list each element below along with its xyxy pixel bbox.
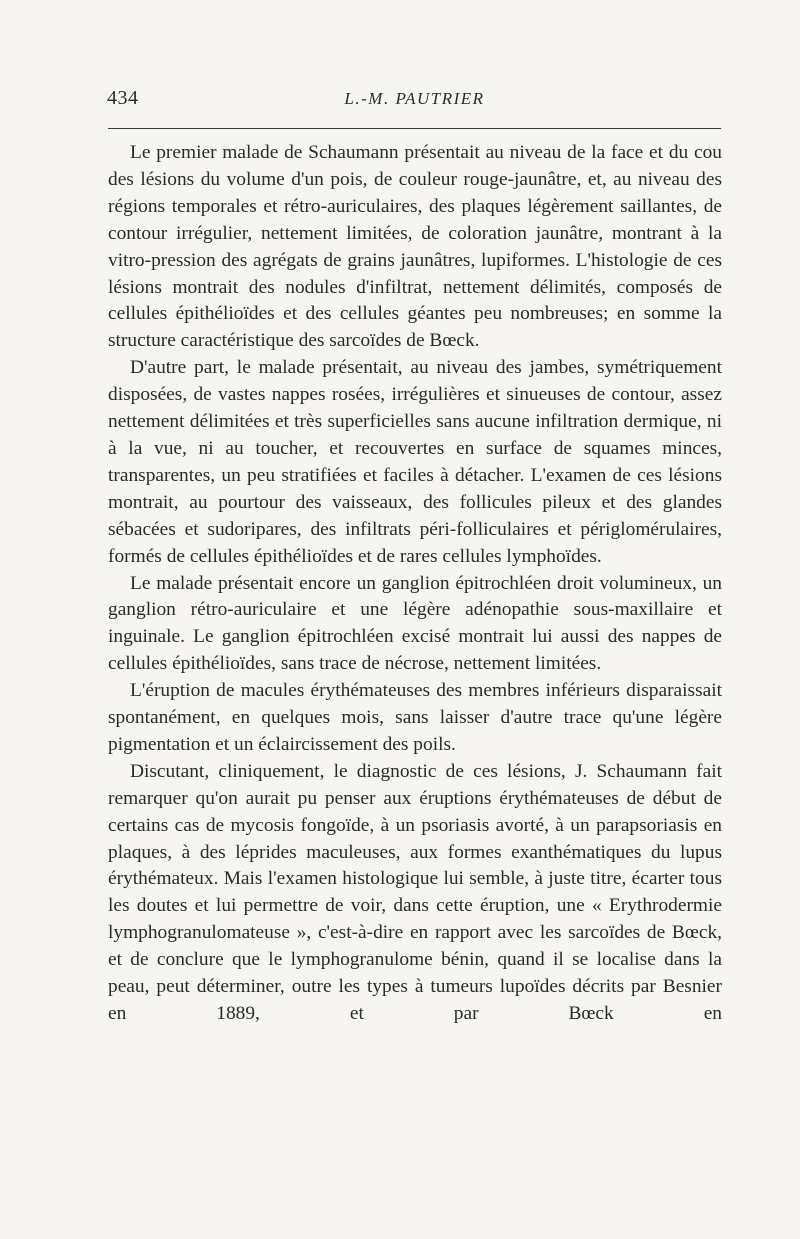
paragraph: Discutant, cliniquement, le diagnostic de ces lésions, J. Schaumann fait remarquer qu'on aurait pu penser aux éruptions érythémateuses de début de certains cas de mycosis fongoïde, à un psoriasis avorté, à un parapsoriasis en plaques, à des léprides maculeuses, aux formes exanthématiques du lupus érythémateux. Mais l'examen histologique lui semble, à juste titre, écarter tous les doutes et lui permettre de voir, dans cette éruption, une « Erythrodermie lymphogranulomateuse », c'est-à-dire en rapport avec les sarcoïdes de Bœck, et de conclure que le lymphogranulome bénin, quand il se localise dans la peau, peut déterminer, outre les types à tumeurs lupoïdes décrits par Besnier en 1889, et par Bœck en [108,760,722,1024]
header-rule [108,128,721,129]
running-head: L.-M. PAUTRIER [344,89,485,108]
body-text [108,140,722,1028]
page-header [107,87,722,117]
paragraph: Le premier malade de Schaumann présentait au niveau de la face et du cou des lésions du volume d'un pois, de couleur rouge-jaunâtre, et, au niveau des régions temporales et rétro-auriculaires, des plaques légèrement saillantes, de contour irrégulier, nettement limitées, de coloration jaunâtre, montrant à la vitro-pression des agrégats de grains jaunâtres, lupiformes. L'histologie de ces lésions montrait des nodules d'infiltrat, nettement délimités, composés de cellules épithélioïdes et des cellules géantes peu nombreuses; en somme la structure caractéristique des sarcoïdes de Bœck. [108,142,722,352]
paragraph: Le malade présentait encore un ganglion épitrochléen droit volumineux, un ganglion rétro-auriculaire et une légère adénopathie sous-maxillaire et inguinale. Le ganglion épitrochléen excisé montrait lui aussi des nappes de cellules épithélioïdes, sans trace de nécrose, nettement limitées. [108,572,722,675]
paragraph: L'éruption de macules érythémateuses des membres inférieurs disparaissait spontanément, en quelques mois, sans laisser d'autre trace qu'une légère pigmentation et un éclaircissement des poils. [108,680,722,755]
page-number: 434 [107,87,139,109]
paragraph: D'autre part, le malade présentait, au niveau des jambes, symétriquement disposées, de vastes nappes rosées, irrégulières et sinueuses de contour, assez nettement délimitées et très superficielles sans aucune infiltration dermique, ni à la vue, ni au toucher, et recouvertes en surface de squames minces, transparentes, un peu stratifiées et faciles à détacher. L'examen de ces lésions montrait, au pourtour des vaisseaux, des follicules pileux et des glandes sébacées et sudoripares, des infiltrats péri-folliculaires et périglomérulaires, formés de cellules épithélioïdes et de rares cellules lymphoïdes. [108,357,722,567]
